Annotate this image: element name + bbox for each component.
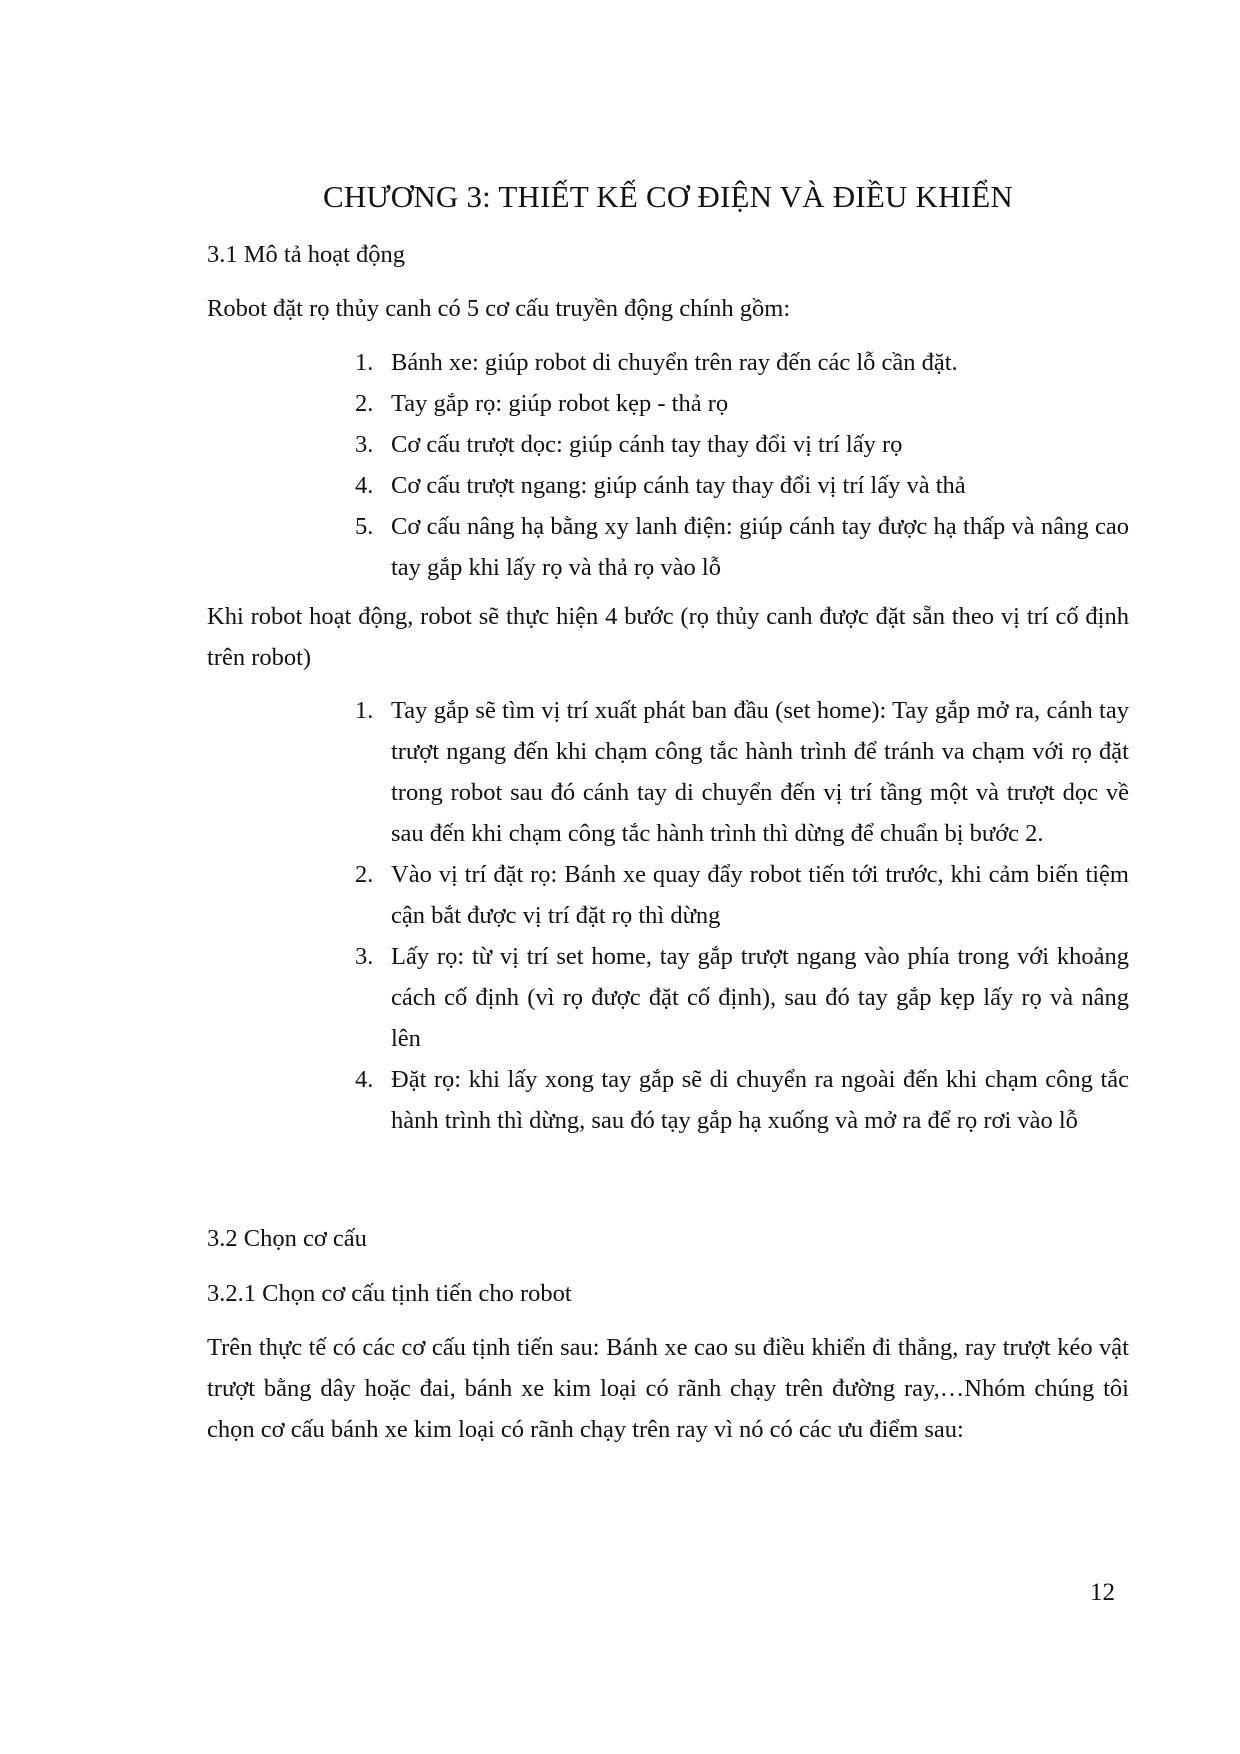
list-item-text: Cơ cấu nâng hạ bằng xy lanh điện: giúp cánh tay được hạ thấp và nâng cao tay gắp khi lấy rọ và thả rọ vào lỗ <box>391 513 1129 581</box>
list-item-number: 1. <box>355 697 374 724</box>
list-item <box>355 690 1129 854</box>
list-item-text: Lấy rọ: từ vị trí set home, tay gắp trượt ngang vào phía trong với khoảng cách cố định (vì rọ được đặt cố định), sau đó tay gắp kẹp lấy rọ và nâng lên <box>391 943 1129 1052</box>
list-item-text: Cơ cấu trượt dọc: giúp cánh tay thay đổi vị trí lấy rọ <box>391 431 903 458</box>
list-item-text: Tay gắp sẽ tìm vị trí xuất phát ban đầu (set home): Tay gắp mở ra, cánh tay trượt ngang đến khi chạm công tắc hành trình để tránh va chạm với rọ đặt trong robot sau đó cánh tay di chuyển đến vị trí tầng một và trượt dọc về sau đến khi chạm công tắc hành trình thì dừng để chuẩn bị bước 2. <box>391 697 1129 847</box>
mechanisms-list <box>355 342 1129 588</box>
list-item-text: Cơ cấu trượt ngang: giúp cánh tay thay đổi vị trí lấy và thả <box>391 472 966 499</box>
list-item-number: 3. <box>355 943 374 970</box>
chapter-title: CHƯƠNG 3: THIẾT KẾ CƠ ĐIỆN VÀ ĐIỀU KHIỂN <box>323 179 1013 214</box>
list-item-number: 2. <box>355 861 374 888</box>
document-page <box>207 0 1129 1754</box>
list-item <box>355 465 1129 506</box>
list-item-number: 1. <box>355 349 374 376</box>
list-item-number: 2. <box>355 390 374 417</box>
list-item-number: 3. <box>355 431 374 458</box>
list-item-number: 4. <box>355 1066 374 1093</box>
list-item <box>355 383 1129 424</box>
subsection-heading-3-2-1: 3.2.1 Chọn cơ cấu tịnh tiến cho robot <box>207 1280 572 1307</box>
list-item <box>355 854 1129 936</box>
list-item-number: 5. <box>355 513 374 540</box>
list-item <box>355 936 1129 1059</box>
list-item-text: Vào vị trí đặt rọ: Bánh xe quay đẩy robot tiến tới trước, khi cảm biến tiệm cận bắt được vị trí đặt rọ thì dừng <box>391 861 1129 929</box>
list-item-number: 4. <box>355 472 374 499</box>
list-item-text: Đặt rọ: khi lấy xong tay gắp sẽ di chuyển ra ngoài đến khi chạm công tắc hành trình thì dừng, sau đó tạy gắp hạ xuống và mở ra để rọ rơi vào lỗ <box>391 1066 1129 1134</box>
list-item-text: Tay gắp rọ: giúp robot kẹp - thả rọ <box>391 390 729 417</box>
section-heading-3-2: 3.2 Chọn cơ cấu <box>207 1225 367 1252</box>
section-intro: Robot đặt rọ thủy canh có 5 cơ cấu truyền động chính gồm: <box>207 295 791 322</box>
list-item-text: Bánh xe: giúp robot di chuyển trên ray đến các lỗ cần đặt. <box>391 349 958 376</box>
list-item <box>355 506 1129 588</box>
body-paragraph: Trên thực tế có các cơ cấu tịnh tiến sau: Bánh xe cao su điều khiển đi thẳng, ray trượt kéo vật trượt bằng dây hoặc đai, bánh xe kim loại có rãnh chạy trên đường ray,…Nhóm chúng tôi chọn cơ cấu bánh xe kim loại có rãnh chạy trên ray vì nó có các ưu điểm sau: <box>207 1334 1129 1443</box>
list-item <box>355 342 1129 383</box>
section-heading-3-1: 3.1 Mô tả hoạt động <box>207 241 406 268</box>
steps-list <box>355 690 1129 1141</box>
list-item <box>355 424 1129 465</box>
page-number: 12 <box>1090 1579 1115 1606</box>
list-item <box>355 1059 1129 1141</box>
steps-intro-paragraph: Khi robot hoạt động, robot sẽ thực hiện 4 bước (rọ thủy canh được đặt sẵn theo vị trí cố định trên robot) <box>207 603 1129 671</box>
